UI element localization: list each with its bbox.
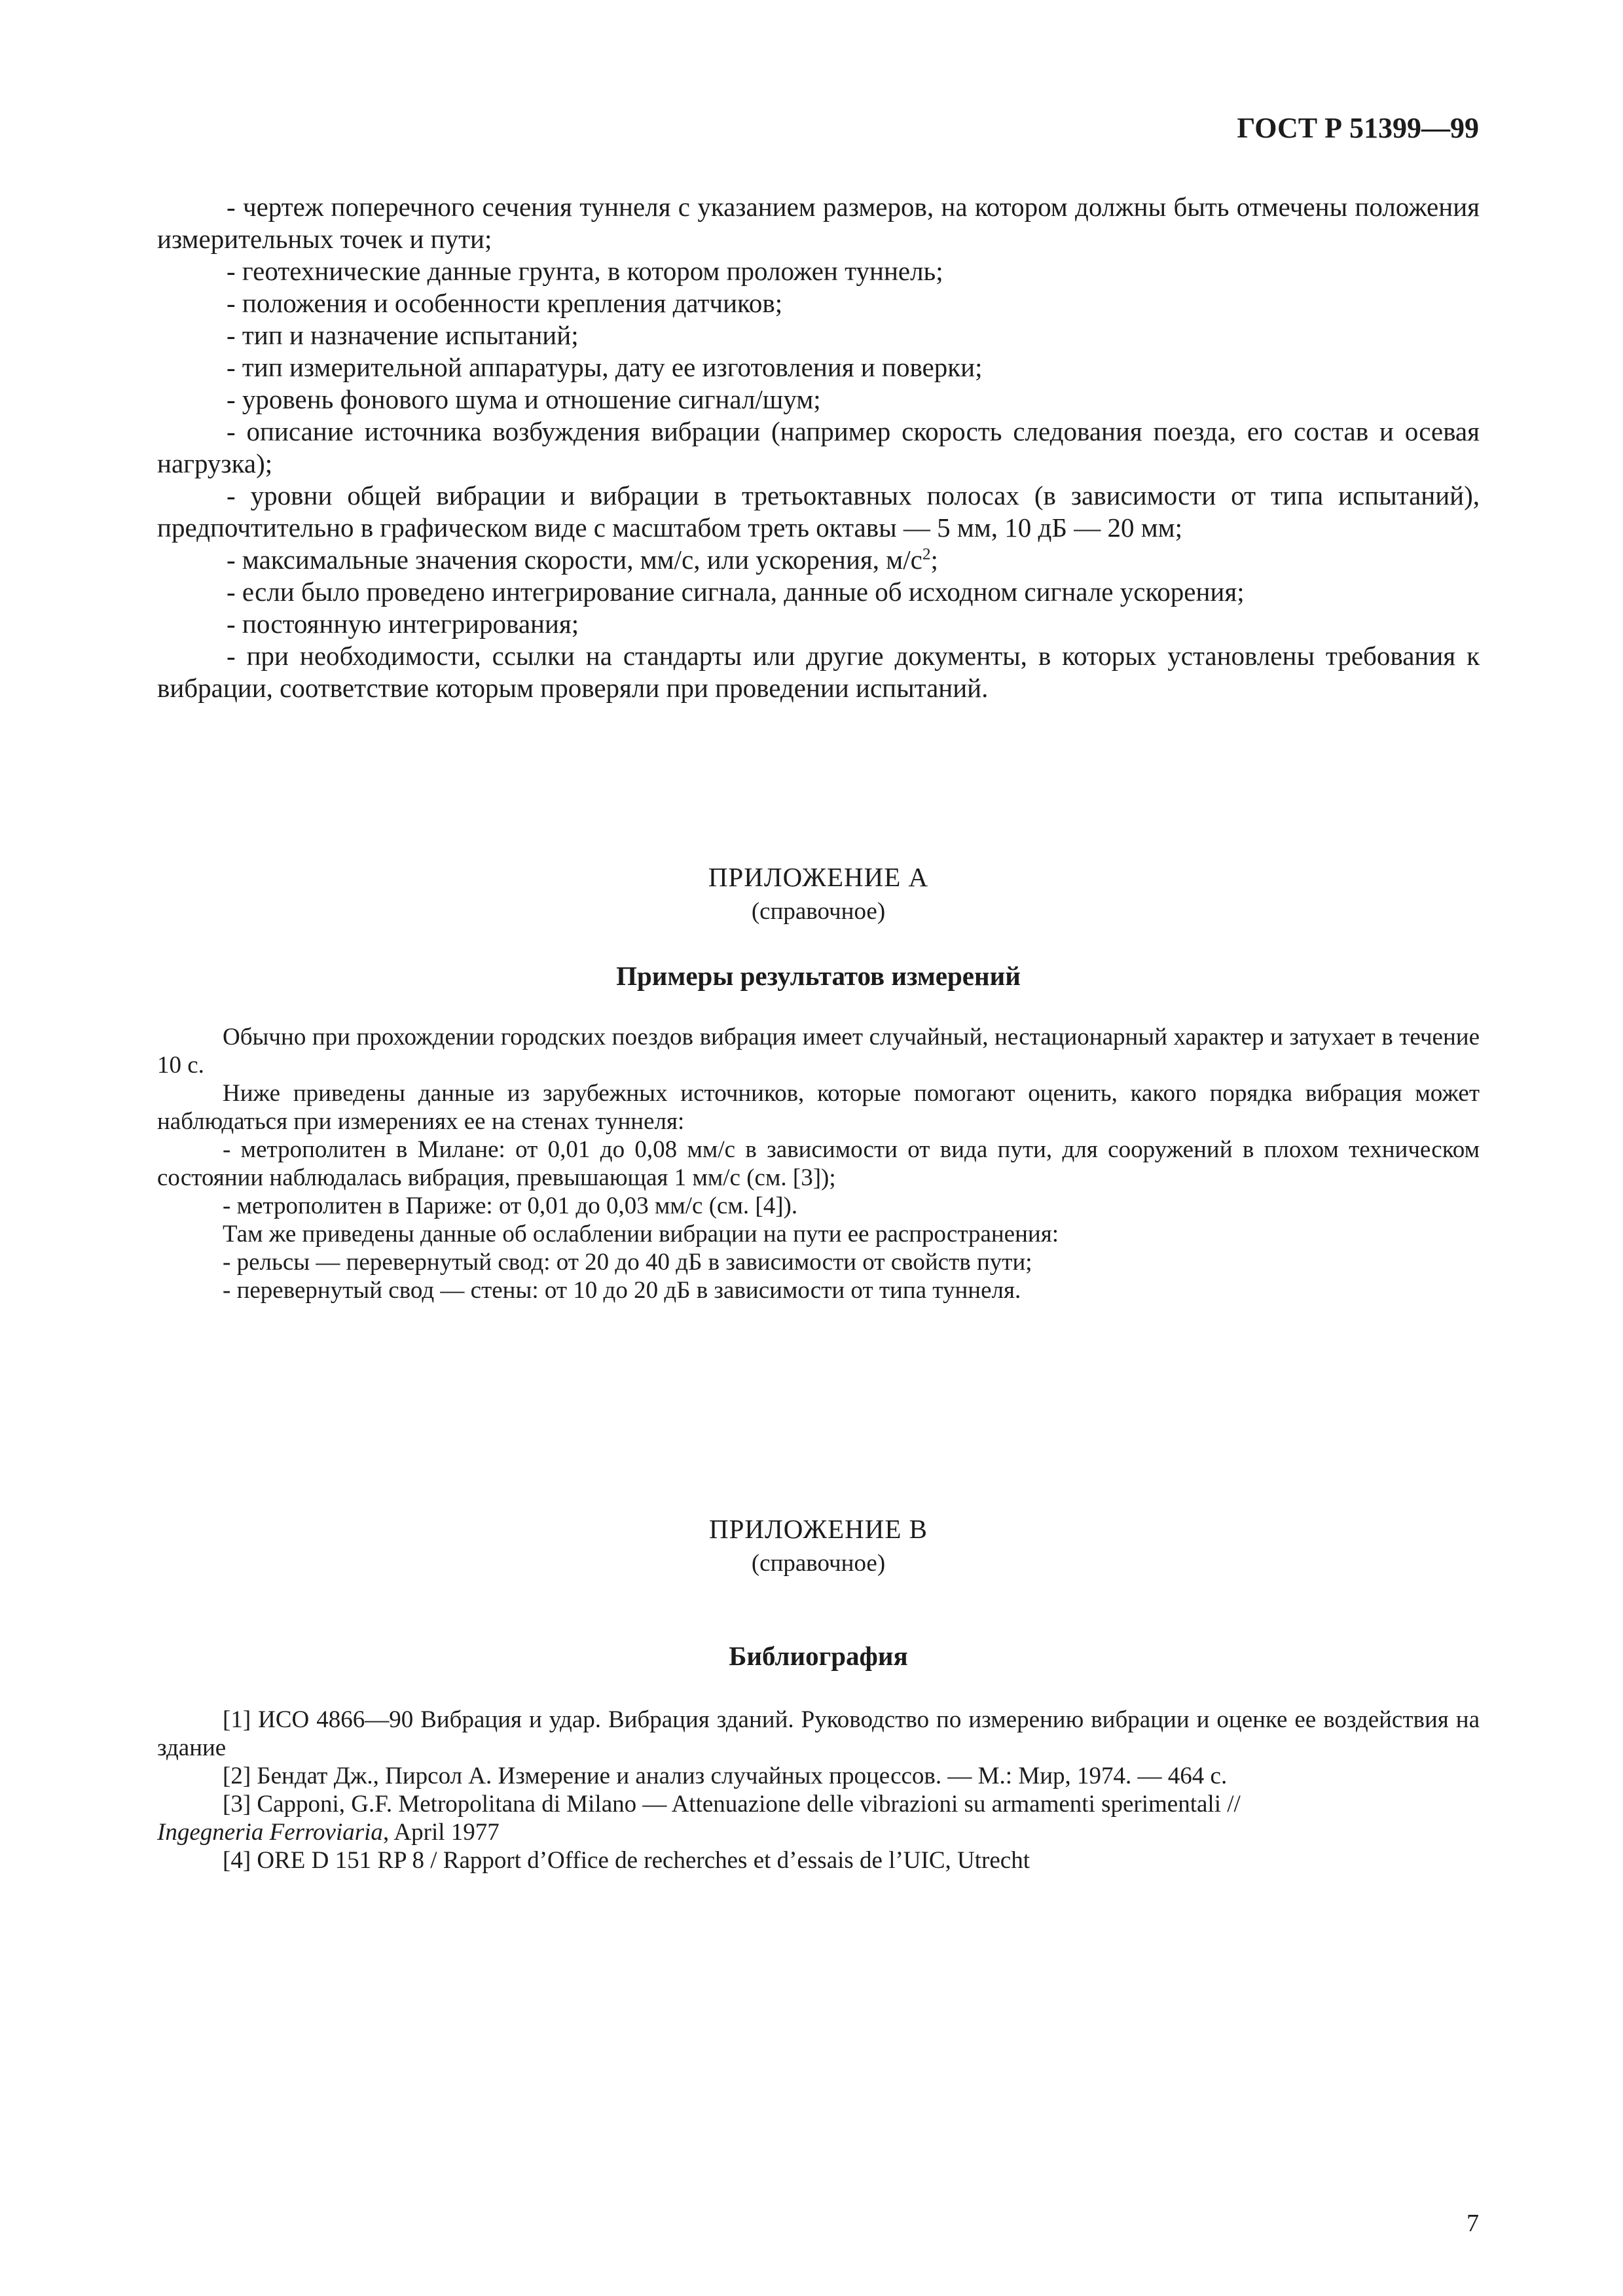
paragraph: - метрополитен в Париже: от 0,01 до 0,03 мм/с (см. [4]). (223, 1193, 798, 1219)
bibliography-item: [2] Бендат Дж., Пирсол А. Измерение и анализ случайных процессов. — М.: Мир, 1974. — 464 с. (223, 1763, 1228, 1789)
list-item: - уровень фонового шума и отношение сигнал/шум; (227, 384, 821, 414)
list-item: - чертеж поперечного сечения туннеля с указанием размеров, на котором должны быть отмечены положения измерительных точек и пути; (157, 192, 1480, 254)
list-item: - положения и особенности крепления датчиков; (227, 288, 783, 318)
appendix-a-subtitle: (справочное) (751, 898, 886, 925)
list-item: - описание источника возбуждения вибрации (например скорость следования поезда, его состав и осевая нагрузка); (157, 416, 1480, 478)
list-item-max-values (157, 544, 1480, 576)
appendix-a-heading: Примеры результатов измерений (616, 961, 1021, 991)
bibliography-heading: Библиография (729, 1641, 908, 1671)
reference-tail: , April 1977 (382, 1819, 500, 1846)
bibliography-item: [4] ORE D 151 RP 8 / Rapport d’Office de recherches et d’essais de l’UIC, Utrecht (223, 1847, 1030, 1874)
unit-superscript: 2 (922, 545, 931, 564)
bibliography-item (157, 1790, 1480, 1846)
max-values-text: - максимальные значения скорости, мм/с, или ускорения, м/с (227, 545, 922, 575)
paragraph: Там же приведены данные об ослаблении вибрации на пути ее распространения: (223, 1221, 1059, 1247)
bibliography-list (157, 1706, 1480, 1874)
paragraph: - метрополитен в Милане: от 0,01 до 0,08 мм/с в зависимости от вида пути, для сооружений в плохом техническом состоянии наблюдалась вибрация, превышающая 1 мм/с (см. [3]); (157, 1136, 1480, 1191)
list-item: - уровни общей вибрации и вибрации в третьоктавных полосах (в зависимости от типа испытаний), предпочтительно в графическом виде с масштабом треть октавы — 5 мм, 10 дБ — 20 мм; (157, 480, 1480, 543)
list-item: - тип измерительной аппаратуры, дату ее изготовления и поверки; (227, 352, 983, 382)
appendix-b-subtitle: (справочное) (751, 1550, 886, 1577)
paragraph: - рельсы — перевернутый свод: от 20 до 40 дБ в зависимости от свойств пути; (223, 1249, 1032, 1276)
journal-title: Ingegneria Ferroviaria (157, 1819, 383, 1846)
list-item: - геотехнические данные грунта, в котором проложен туннель; (227, 256, 943, 286)
page-number: 7 (1467, 2210, 1479, 2237)
list-item: - постоянную интегрирования; (227, 609, 579, 639)
paragraph: - перевернутый свод — стены: от 10 до 20 дБ в зависимости от типа туннеля. (223, 1277, 1021, 1304)
list-item: - при необходимости, ссылки на стандарты или другие документы, в которых установлены требования к вибрации, соответствие которым проверяли при проведении испытаний. (157, 641, 1480, 703)
appendix-b-title: ПРИЛОЖЕНИЕ В (708, 1514, 928, 1544)
appendix-a-title: ПРИЛОЖЕНИЕ А (708, 862, 929, 892)
list-item: - тип и назначение испытаний; (227, 320, 579, 350)
paragraph: Обычно при прохождении городских поездов вибрация имеет случайный, нестационарный характер и затухает в течение 10 с. (157, 1024, 1480, 1079)
document-code: ГОСТ Р 51399—99 (1237, 112, 1479, 144)
paragraph: Ниже приведены данные из зарубежных источников, которые помогают оценить, какого порядка вибрация может наблюдаться при измерениях ее на стенах туннеля: (157, 1080, 1480, 1135)
report-contents-list (157, 191, 1480, 704)
reference-text: [3] Capponi, G.F. Metropolitana di Milano — Attenuazione delle vibrazioni su armamenti sperimentali // (223, 1791, 1241, 1818)
list-item: - если было проведено интегрирование сигнала, данные об исходном сигнале ускорения; (227, 577, 1245, 607)
appendix-a-body (157, 1023, 1480, 1304)
max-values-tail: ; (930, 545, 938, 575)
bibliography-item: [1] ИСО 4866—90 Вибрация и удар. Вибрация зданий. Руководство по измерению вибрации и оценке ее воздействия на здание (157, 1706, 1480, 1761)
